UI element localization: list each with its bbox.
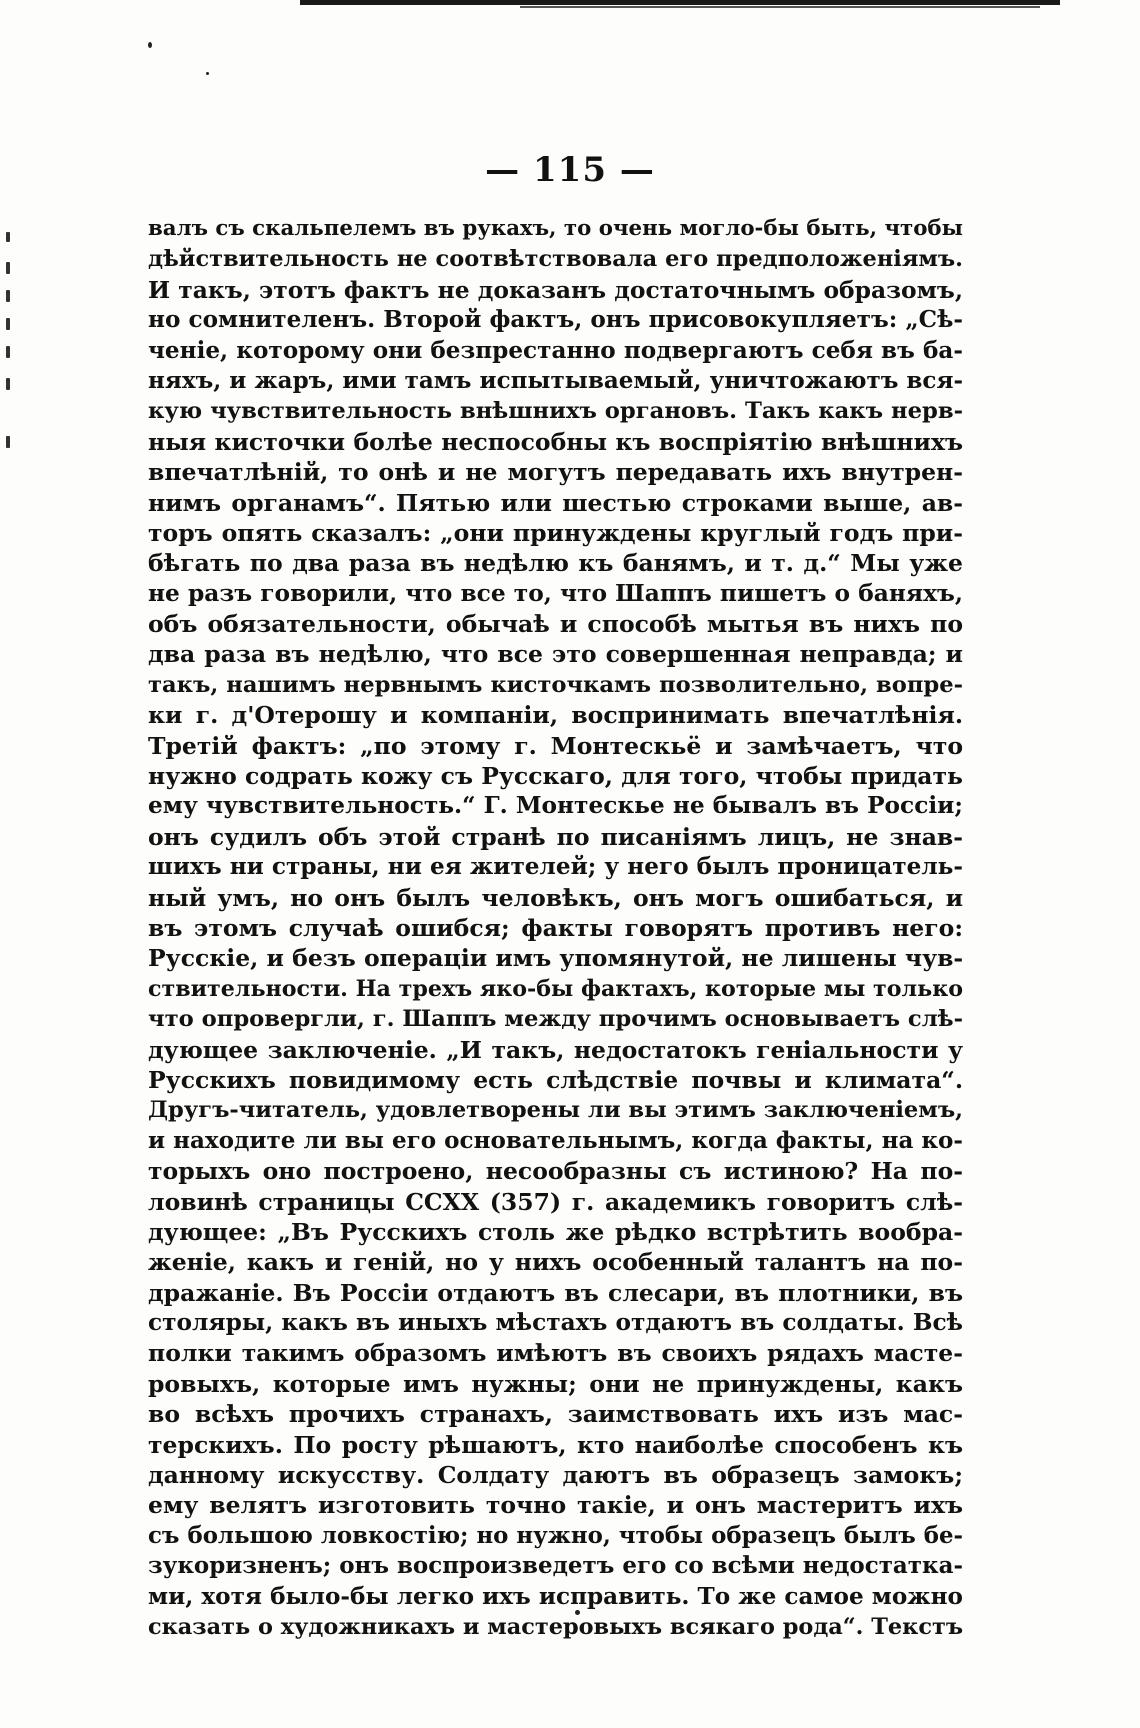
text-line: женіе, какъ и геній, но у нихъ особенный талантъ на по- bbox=[148, 1248, 963, 1277]
text-line: но сомнителенъ. Второй фактъ, онъ присовокупляетъ: „Сѣ- bbox=[148, 306, 963, 334]
text-line: нимъ органамъ“. Пятью или шестью строками выше, ав- bbox=[148, 488, 963, 517]
margin-mark bbox=[6, 318, 10, 330]
text-line: бѣгать по два раза въ недѣлю къ банямъ, и т. д.“ Мы уже bbox=[148, 549, 963, 578]
text-line: ки г. д'Отерошу и компаніи, воспринимать впечатлѣнія. bbox=[148, 701, 963, 730]
top-border-rule bbox=[300, 0, 1060, 5]
text-line: ченіе, которому они безпрестанно подвергаютъ себя въ ба- bbox=[148, 336, 963, 364]
text-line: не разъ говорили, что все то, что Шаппъ пишетъ о баняхъ, bbox=[148, 579, 963, 607]
text-line: ныя кисточки болѣе неспособны къ воспріятію внѣшнихъ bbox=[148, 427, 963, 456]
margin-mark bbox=[6, 262, 10, 274]
text-line: полки такимъ образомъ имѣютъ въ своихъ рядахъ масте- bbox=[148, 1339, 963, 1368]
body-text bbox=[148, 214, 963, 1642]
margin-mark bbox=[6, 378, 10, 390]
margin-mark bbox=[6, 346, 10, 358]
text-line: что опровергли, г. Шаппъ между прочимъ основываетъ слѣ- bbox=[148, 1006, 963, 1033]
text-line: дующее: „Въ Русскихъ столь же рѣдко встрѣтить вообра- bbox=[148, 1217, 963, 1246]
text-line: ный умъ, но онъ былъ человѣкъ, онъ могъ ошибаться, и bbox=[148, 883, 963, 912]
text-line: ми, хотя было-бы легко ихъ исправить. То же самое можно bbox=[148, 1582, 963, 1610]
text-line: съ большою ловкостію; но нужно, чтобы образецъ былъ бе- bbox=[148, 1522, 963, 1549]
margin-mark bbox=[6, 290, 10, 302]
text-line: зукоризненъ; онъ воспроизведетъ его со всѣми недостатка- bbox=[148, 1552, 963, 1580]
text-line: шихъ ни страны, ни ея жителей; у него былъ проницатель- bbox=[148, 853, 964, 881]
text-line: Русскихъ повидимому есть слѣдствіе почвы и климата“. bbox=[148, 1065, 963, 1094]
text-line: объ обязательности, обычаѣ и способѣ мытья въ нихъ по bbox=[148, 610, 963, 639]
text-line: И такъ, этотъ фактъ не доказанъ достаточнымъ образомъ, bbox=[148, 275, 963, 304]
text-line: Третій фактъ: „по этому г. Монтескьё и замѣчаетъ, что bbox=[148, 731, 963, 760]
text-line: Другъ-читатель, удовлетворены ли вы этимъ заключеніемъ, bbox=[148, 1097, 963, 1124]
top-border-rule-thin bbox=[520, 6, 1040, 8]
text-line: во всѣхъ прочихъ странахъ, заимствовать ихъ изъ мас- bbox=[148, 1400, 963, 1429]
page-number: — 115 — bbox=[485, 150, 655, 190]
text-line: и находите ли вы его основательнымъ, когда факты, на ко- bbox=[148, 1126, 963, 1154]
text-line: кую чувствительность внѣшнихъ органовъ. Такъ какъ нерв- bbox=[148, 398, 963, 425]
text-line: столяры, какъ въ иныхъ мѣстахъ отдаютъ въ солдаты. Всѣ bbox=[148, 1309, 963, 1337]
text-line: Русскіе, и безъ операціи имъ упомянутой, не лишены чув- bbox=[148, 944, 964, 973]
text-line: торыхъ оно построено, несообразны съ истиною? На по- bbox=[148, 1157, 963, 1186]
text-line: валъ съ скальпелемъ въ рукахъ, то очень могло-бы быть, чтобы bbox=[148, 216, 963, 241]
text-line: данному искусству. Солдату даютъ въ образецъ замокъ; bbox=[148, 1461, 963, 1490]
text-line: дѣйствительность не соотвѣтствовала его предположеніямъ. bbox=[148, 246, 963, 273]
text-line: дующее заключеніе. „И такъ, недостатокъ геніальности у bbox=[148, 1035, 963, 1064]
text-line: ему велятъ изготовить точно такіе, и онъ мастеритъ ихъ bbox=[148, 1491, 963, 1520]
text-line: няхъ, и жаръ, ими тамъ испытываемый, уничтожаютъ вся- bbox=[148, 366, 963, 394]
text-line: терскихъ. По росту рѣшаютъ, кто наиболѣе способенъ къ bbox=[148, 1430, 963, 1459]
text-line: два раза въ недѣлю, что все это совершенная неправда; и bbox=[148, 640, 963, 669]
text-line: дражаніе. Въ Россіи отдаютъ въ слесари, въ плотники, въ bbox=[148, 1278, 963, 1307]
text-line: сказать о художникахъ и мастеровыхъ всякаго рода“. Текстъ bbox=[148, 1613, 963, 1640]
margin-mark bbox=[6, 436, 10, 448]
text-line: въ этомъ случаѣ ошибся; факты говорятъ противъ него: bbox=[148, 913, 963, 942]
text-line: онъ судилъ объ этой странѣ по писаніямъ лицъ, не знав- bbox=[148, 822, 963, 851]
text-line: ему чувствительность.“ Г. Монтескье не бывалъ въ Россіи; bbox=[148, 792, 963, 820]
print-speck bbox=[206, 72, 209, 75]
text-line: торъ опять сказалъ: „они принуждены круглый годъ при- bbox=[148, 518, 963, 547]
margin-mark bbox=[6, 232, 10, 242]
text-line: впечатлѣній, то онѣ и не могутъ передавать ихъ внутрен- bbox=[148, 458, 963, 487]
text-line: ствительности. На трехъ яко-бы фактахъ, которые мы только bbox=[148, 975, 963, 1002]
text-line: такъ, нашимъ нервнымъ кисточкамъ позволительно, вопре- bbox=[148, 671, 963, 698]
text-line: нужно содрать кожу съ Русскаго, для того, чтобы придать bbox=[148, 762, 963, 791]
print-speck bbox=[148, 42, 152, 48]
text-line: ловинѣ страницы CCXX (357) г. академикъ говоритъ слѣ- bbox=[148, 1187, 963, 1216]
text-line: ровыхъ, которые имъ нужны; они не принуждены, какъ bbox=[148, 1369, 963, 1398]
